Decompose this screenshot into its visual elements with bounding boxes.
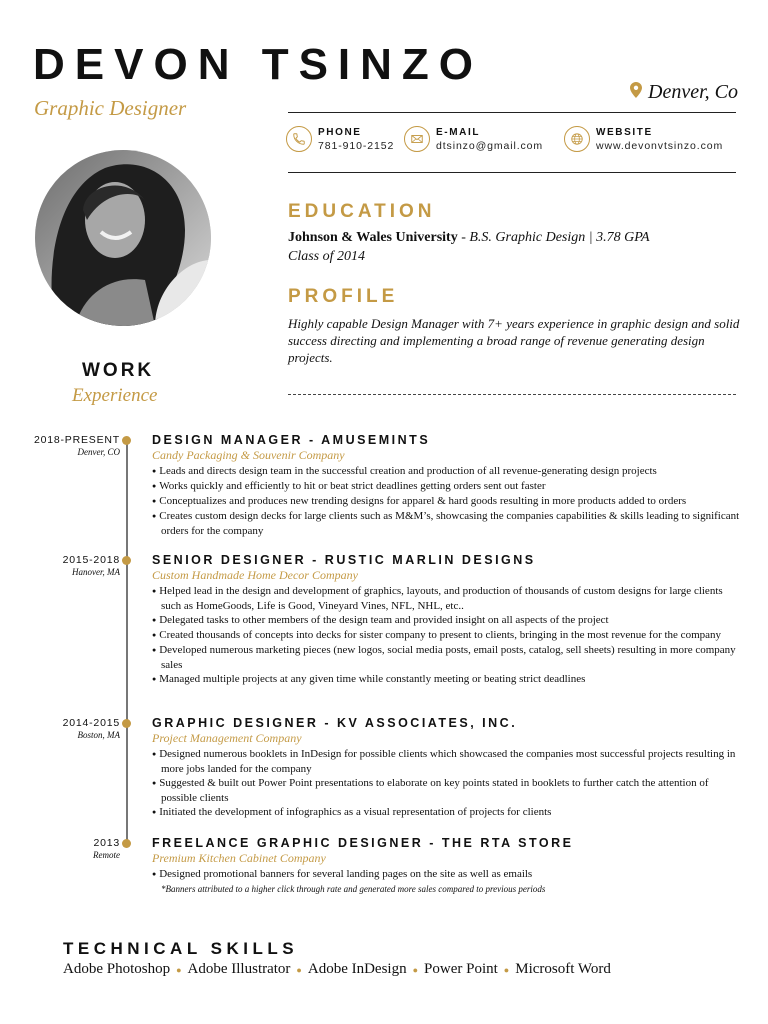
phone-label: PHONE (318, 126, 362, 138)
job-bullet: ● Conceptualizes and produces new trending designs for apparel & hard goods resulting in more products added to orders (152, 494, 742, 509)
job-entry (152, 716, 742, 820)
location-text: Denver, Co (648, 81, 738, 103)
job-place: Denver, CO (77, 447, 120, 457)
job-place: Boston, MA (77, 730, 120, 740)
skill-item: Power Point (424, 961, 498, 977)
candidate-name: DEVON TSINZO (33, 40, 484, 89)
education-degree-line (288, 230, 650, 246)
globe-icon (564, 126, 590, 152)
job-title: DESIGN MANAGER - AMUSEMINTS (152, 433, 431, 447)
website-value[interactable]: www.devonvtsinzo.com (596, 139, 724, 152)
job-bullet: ● Delegated tasks to other members of the design team and provided insight on all aspects of the project (152, 613, 742, 628)
skill-item: Adobe InDesign (307, 961, 407, 977)
email-value[interactable]: dtsinzo@gmail.com (436, 139, 544, 152)
education-school: Johnson & Wales University (288, 230, 458, 245)
work-subheading: Experience (72, 385, 158, 406)
timeline-dot (122, 839, 131, 848)
map-pin-icon (630, 81, 642, 104)
job-entry (152, 433, 742, 538)
profile-photo (35, 150, 211, 326)
candidate-title: Graphic Designer (34, 96, 187, 120)
bullet-separator-icon: ● (503, 964, 510, 975)
phone-value[interactable]: 781-910-2152 (318, 139, 395, 152)
skill-item: Adobe Illustrator (187, 961, 291, 977)
phone-icon (286, 126, 312, 152)
profile-heading: PROFILE (288, 286, 399, 307)
job-bullet: ● Designed numerous booklets in InDesign for possible clients which showcased the companies most successful projects resulting in more jobs landed for the company (152, 747, 742, 776)
job-title: SENIOR DESIGNER - RUSTIC MARLIN DESIGNS (152, 553, 536, 567)
skills-list (63, 961, 611, 978)
job-entry (152, 836, 742, 894)
job-dates: 2014-2015 (62, 717, 120, 729)
job-place: Hanover, MA (72, 567, 120, 577)
location (630, 81, 738, 104)
timeline-dot (122, 436, 131, 445)
job-bullets (152, 464, 742, 538)
job-bullet: ● Leads and directs design team in the successful creation and production of all revenue-generating design projects (152, 464, 742, 479)
contact-divider (288, 172, 736, 173)
job-bullet: ● Works quickly and efficiently to hit or beat strict deadlines getting orders sent out faster (152, 479, 742, 494)
header-divider (288, 112, 736, 113)
profile-text: Highly capable Design Manager with 7+ years experience in graphic design and solid success directing and implementing a broad range of revenue generating design projects. (288, 316, 740, 365)
job-bullet: ● Helped lead in the design and development of graphics, layouts, and production of thousands of custom designs for large clients such as HomeGoods, Life is Good, Vineyard Vines, NFL, NHL, etc.. (152, 584, 742, 613)
education-heading: EDUCATION (288, 201, 436, 222)
job-bullets (152, 584, 742, 687)
job-bullet: ● Creates custom design decks for large clients such as M&M’s, showcasing the companies capabilities & skills leading to significant orders for the company (152, 509, 742, 538)
job-bullet: ● Managed multiple projects at any given time while constantly meeting or beating strict deadlines (152, 672, 742, 687)
bullet-separator-icon: ● (176, 964, 182, 975)
job-company: Premium Kitchen Cabinet Company (152, 851, 326, 865)
job-bullet: ● Initiated the development of infographics as a visual representation of projects for clients (152, 805, 742, 820)
skill-item: Microsoft Word (515, 961, 611, 977)
job-bullets (152, 747, 742, 820)
education-year: Class of 2014 (288, 249, 366, 264)
skills-heading: TECHNICAL SKILLS (63, 939, 299, 958)
job-bullet: ● Developed numerous marketing pieces (new logos, social media posts, email posts, catalog, sell sheets) resulting in more company sales (152, 643, 742, 672)
dashed-divider (288, 394, 736, 395)
job-bullet: ● Suggested & built out Power Point presentations to elaborate on key points stated in booklets to further catch the attention of possible clients (152, 776, 742, 805)
job-bullets (152, 867, 742, 882)
job-note: *Banners attributed to a higher click through rate and generated more sales compared to previous periods (161, 884, 546, 894)
bullet-separator-icon: ● (412, 964, 419, 975)
job-company: Candy Packaging & Souvenir Company (152, 448, 345, 462)
job-company: Custom Handmade Home Decor Company (152, 568, 358, 582)
timeline-line (126, 440, 128, 843)
skill-item: Adobe Photoshop (63, 961, 171, 977)
job-company: Project Management Company (152, 731, 302, 745)
job-bullet: ● Created thousands of concepts into decks for sister company to present to clients, bringing in the most revenue for the company (152, 628, 742, 643)
bullet-separator-icon: ● (296, 964, 302, 975)
contact-email (404, 126, 543, 152)
job-title: GRAPHIC DESIGNER - KV ASSOCIATES, INC. (152, 716, 518, 730)
contact-website (564, 126, 723, 152)
work-heading: WORK (82, 360, 155, 381)
job-bullet: ● Designed promotional banners for several landing pages on the site as well as emails (152, 867, 742, 882)
website-label: WEBSITE (596, 126, 653, 138)
timeline-dot (122, 556, 131, 565)
education-degree: - B.S. Graphic Design | 3.78 GPA (457, 230, 650, 245)
timeline-dot (122, 719, 131, 728)
job-title: FREELANCE GRAPHIC DESIGNER - THE RTA STORE (152, 836, 574, 850)
job-dates: 2013 (93, 837, 120, 849)
job-entry (152, 553, 742, 687)
email-label: E-MAIL (436, 126, 481, 138)
job-place: Remote (93, 850, 120, 860)
job-dates: 2018-PRESENT (33, 434, 120, 446)
email-icon (404, 126, 430, 152)
contact-phone (286, 126, 394, 152)
job-dates: 2015-2018 (62, 554, 120, 566)
